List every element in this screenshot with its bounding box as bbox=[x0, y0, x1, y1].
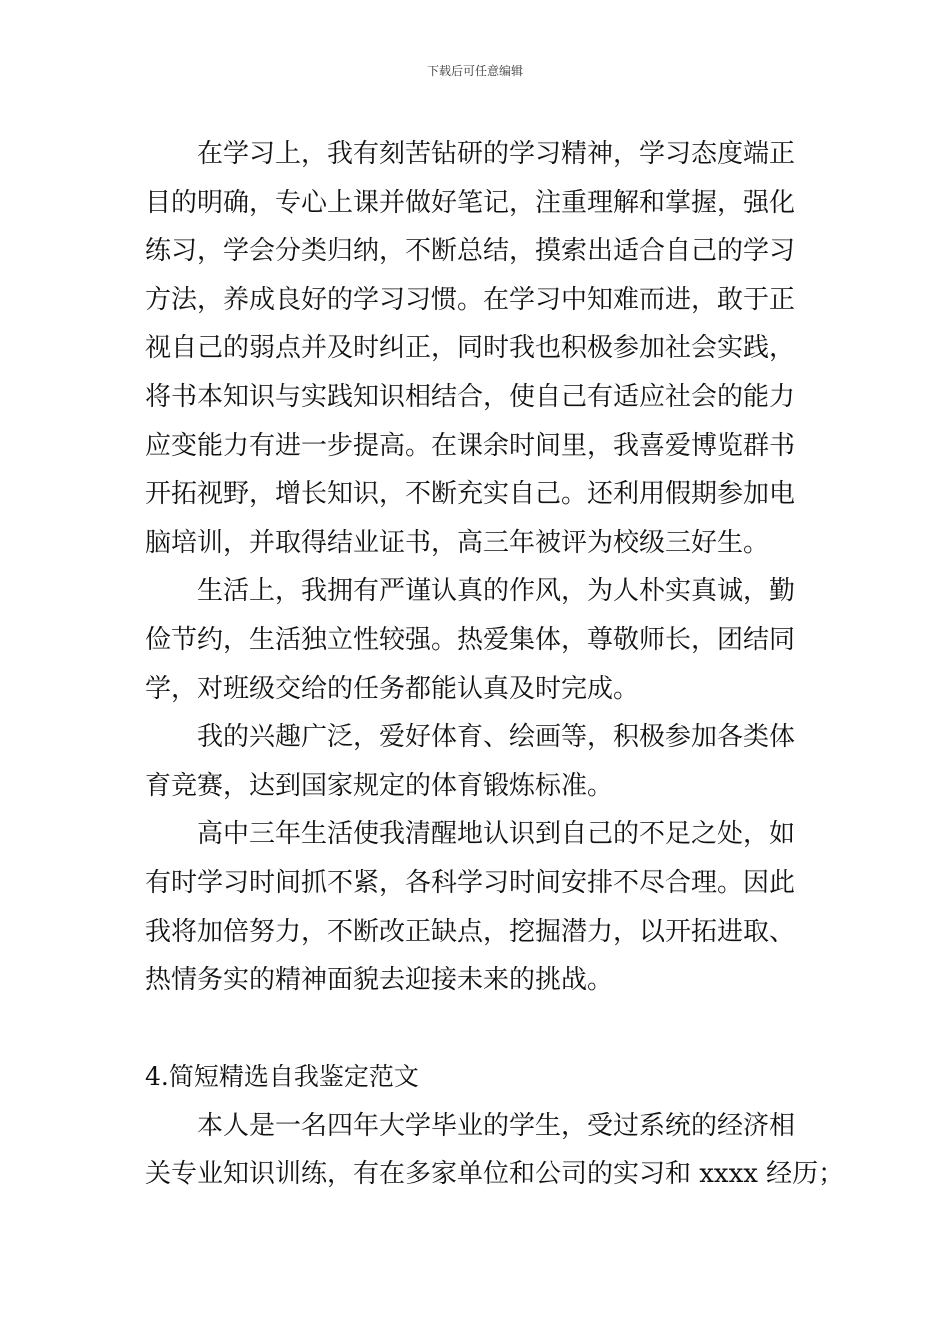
text-line: 育竞赛，达到国家规定的体育锻炼标准。 bbox=[145, 770, 614, 801]
text-line: 生活上，我拥有严谨认真的作风，为人朴实真诚，勤 bbox=[197, 576, 796, 607]
text-line: 开拓视野，增长知识，不断充实自己。还利用假期参加电 bbox=[145, 479, 796, 510]
text-line: 脑培训，并取得结业证书，高三年被评为校级三好生。 bbox=[145, 527, 770, 558]
text-line: 热情务实的精神面貌去迎接未来的挑战。 bbox=[145, 965, 614, 996]
paragraph-final bbox=[145, 1102, 845, 1199]
text-line: 关专业知识训练，有在多家单位和公司的实习和 xxxx 经历； bbox=[145, 1159, 845, 1190]
text-line: 俭节约，生活独立性较强。热爱集体，尊敬师长，团结同 bbox=[145, 624, 796, 655]
text-line: 有时学习时间抓不紧，各科学习时间安排不尽合理。因此 bbox=[145, 867, 796, 898]
text-line: 将书本知识与实践知识相结合，使自己有适应社会的能力 bbox=[145, 381, 796, 412]
text-line: 学，对班级交给的任务都能认真及时完成。 bbox=[145, 673, 640, 704]
text-line: 在学习上，我有刻苦钻研的学习精神，学习态度端正 bbox=[197, 139, 796, 169]
spacer bbox=[145, 1005, 809, 1054]
text-line: 方法，养成良好的学习习惯。在学习中知难而进，敢于正 bbox=[145, 284, 796, 315]
text-line: 我的兴趣广泛，爱好体育、绘画等，积极参加各类体 bbox=[197, 722, 796, 753]
text-line: 应变能力有进一步提高。在课余时间里，我喜爱博览群书 bbox=[145, 430, 796, 461]
document-body bbox=[145, 130, 845, 1199]
text-line: 视自己的弱点并及时纠正，同时我也积极参加社会实践， bbox=[145, 333, 796, 364]
paragraph-shortcomings bbox=[145, 810, 809, 1004]
text-line: 我将加倍努力，不断改正缺点，挖掘潜力，以开拓进取、 bbox=[145, 916, 796, 947]
text-line: 本人是一名四年大学毕业的学生，受过系统的经济相 bbox=[197, 1110, 796, 1141]
text-line: 目的明确，专心上课并做好笔记，注重理解和掌握，强化 bbox=[145, 187, 796, 218]
paragraph-study bbox=[145, 130, 809, 567]
page-header: 下载后可任意编辑 bbox=[426, 64, 523, 78]
section-heading: 4.简短精选自我鉴定范文 bbox=[145, 1062, 419, 1092]
text-line: 练习，学会分类归纳，不断总结，摸索出适合自己的学习 bbox=[145, 236, 796, 267]
paragraph-interests bbox=[145, 713, 809, 810]
paragraph-life bbox=[145, 567, 809, 713]
text-line: 高中三年生活使我清醒地认识到自己的不足之处，如 bbox=[197, 819, 796, 850]
